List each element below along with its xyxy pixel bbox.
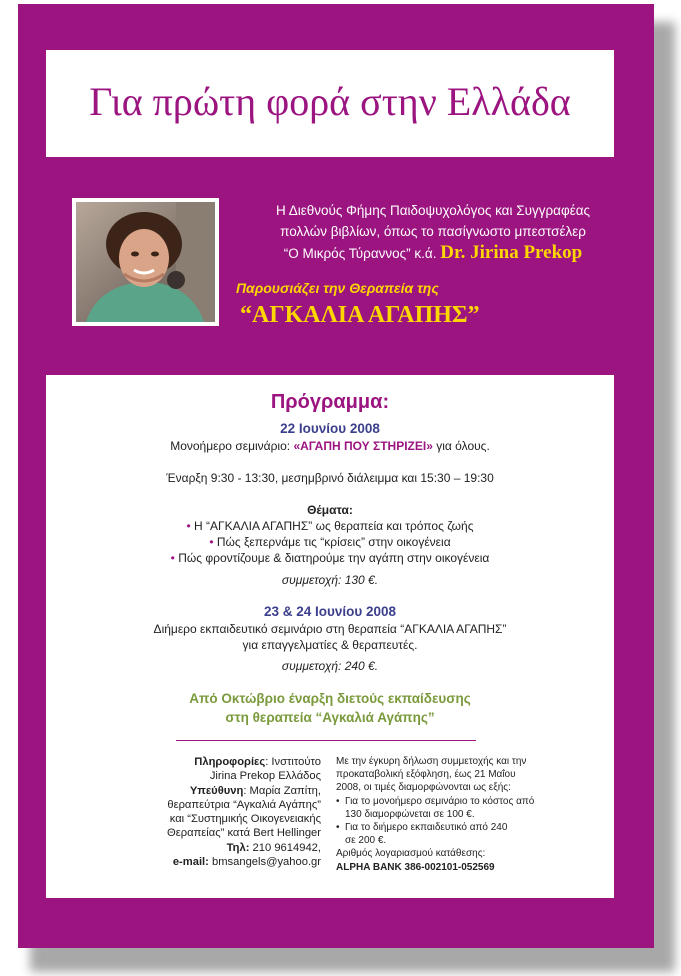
topic-text: Η “ΑΓΚΑΛΙΑ ΑΓΑΠΗΣ” ως θεραπεία και τρόπος ζωής (194, 519, 474, 533)
discount-text: Για το διήμερο εκπαιδευτικό από 240 (345, 822, 508, 834)
day1-seminar-prefix: Μονοήμερο σεμινάριο: (170, 439, 294, 453)
portrait-photo (72, 198, 219, 326)
discount-text: σε 200 €. (345, 835, 387, 847)
institute-name: Jirina Prekop Ελλάδος (209, 770, 321, 783)
discount-text: 130 διαμορφώνεται σε 100 €. (345, 808, 475, 820)
presents-line: Παρουσιάζει την Θεραπεία της (236, 280, 439, 296)
account-label: Αριθμός λογαριασμού κατάθεσης: (336, 848, 486, 860)
day2-fee: συμμετοχή: 240 €. (281, 659, 379, 673)
topic-text: Πώς φροντίζουμε & διατηρούμε την αγάπη στην οικογένεια (178, 551, 490, 565)
poster (18, 4, 654, 948)
day1-date: 22 Ιουνίου 2008 (280, 421, 380, 436)
topics-heading: Θέματα: (307, 503, 353, 517)
bullet-icon: • (209, 535, 214, 549)
poster-title: Για πρώτη φορά στην Ελλάδα (89, 79, 571, 124)
email-label: e-mail: (172, 856, 209, 869)
info-label: Πληροφορίες (194, 756, 266, 768)
day1-fee: συμμετοχή: 130 €. (281, 573, 379, 587)
day2-desc-1: Διήμερο εκπαιδευτικό σεμινάριο στη θεραπεία “ΑΓΚΑΛΙΑ ΑΓΑΠΗΣ” (153, 622, 507, 636)
portrait-image (76, 202, 215, 322)
responsible-value: : Μαρία Ζαπίτη, (243, 784, 321, 797)
discount-item (336, 795, 576, 821)
day1-hours: Έναρξη 9:30 - 13:30, μεσημβρινό διάλειμμα και 15:30 – 19:30 (166, 471, 494, 485)
program-heading: Πρόγραμμα: (270, 391, 390, 413)
terms-line: Με την έγκυρη δήλωση συμμετοχής και την (336, 756, 527, 767)
book-title: “Ο Μικρός Τύραννος” κ.ά. (283, 246, 437, 261)
topic-item (46, 550, 614, 566)
topic-item (46, 534, 614, 550)
responsible-line: θεραπεύτρια “Αγκαλιά Αγάπης” (167, 798, 321, 811)
day1-seminar-name: «ΑΓΑΠΗ ΠΟΥ ΣΤΗΡΙΖΕΙ» (293, 439, 433, 453)
intro-line-3 (233, 242, 633, 264)
title-banner (46, 50, 614, 157)
pricing-terms (336, 755, 576, 874)
bullet-icon: • (336, 795, 340, 807)
info-value: : Ινστιτούτο (265, 756, 321, 768)
training-line-1: Από Οκτώβριο έναρξη διετούς εκπαίδευσης (189, 691, 471, 706)
responsible-label: Υπεύθυνη (189, 784, 244, 797)
program-box (46, 375, 614, 898)
training-line-2: στη θεραπεία “Αγκαλιά Αγάπης” (225, 710, 435, 725)
intro-line-2: πολλών βιβλίων, όπως το πασίγνωστο μπεστσέλερ (280, 224, 586, 239)
intro-text (233, 200, 633, 264)
discount-list (336, 795, 576, 848)
topic-text: Πώς ξεπερνάμε τις “κρίσεις” στην οικογένεια (216, 535, 451, 549)
phone-value: 210 9614942, (249, 841, 321, 854)
bullet-icon: • (186, 519, 191, 533)
phone-label: Τηλ: (226, 841, 250, 854)
discount-text: Για το μονοήμερο σεμινάριο το κόστος από (345, 795, 535, 807)
therapy-title: “ΑΓΚΑΛΙΑ ΑΓΑΠΗΣ” (240, 302, 480, 328)
responsible-line: Θεραπείας” κατά Bert Hellinger (167, 827, 321, 840)
topic-item (46, 518, 614, 534)
email-value[interactable]: bmsangels@yahoo.gr (208, 856, 321, 869)
terms-line: 2008, οι τιμές διαμορφώνονται ως εξής: (336, 782, 511, 794)
discount-item (336, 821, 576, 847)
bullet-icon: • (170, 551, 175, 565)
bank-account: ALPHA BANK 386-002101-052569 (336, 861, 495, 873)
contact-info (116, 755, 321, 869)
day1-seminar (46, 438, 614, 454)
day2-date: 23 & 24 Ιουνίου 2008 (263, 604, 397, 619)
terms-line: προκαταβολική εξόφληση, έως 21 Μαΐου (336, 769, 516, 781)
responsible-line: και “Συστημικής Οικογενειακής (169, 813, 321, 826)
intro-line-1: Η Διεθνούς Φήμης Παιδοψυχολόγος και Συγγραφέας (275, 203, 591, 218)
bullet-icon: • (336, 822, 340, 834)
day2-desc-2: για επαγγελματίες & θεραπευτές. (242, 638, 418, 652)
divider (176, 740, 476, 741)
day1-seminar-suffix: για όλους. (432, 439, 490, 453)
speaker-name: Dr. Jirina Prekop (440, 242, 583, 263)
